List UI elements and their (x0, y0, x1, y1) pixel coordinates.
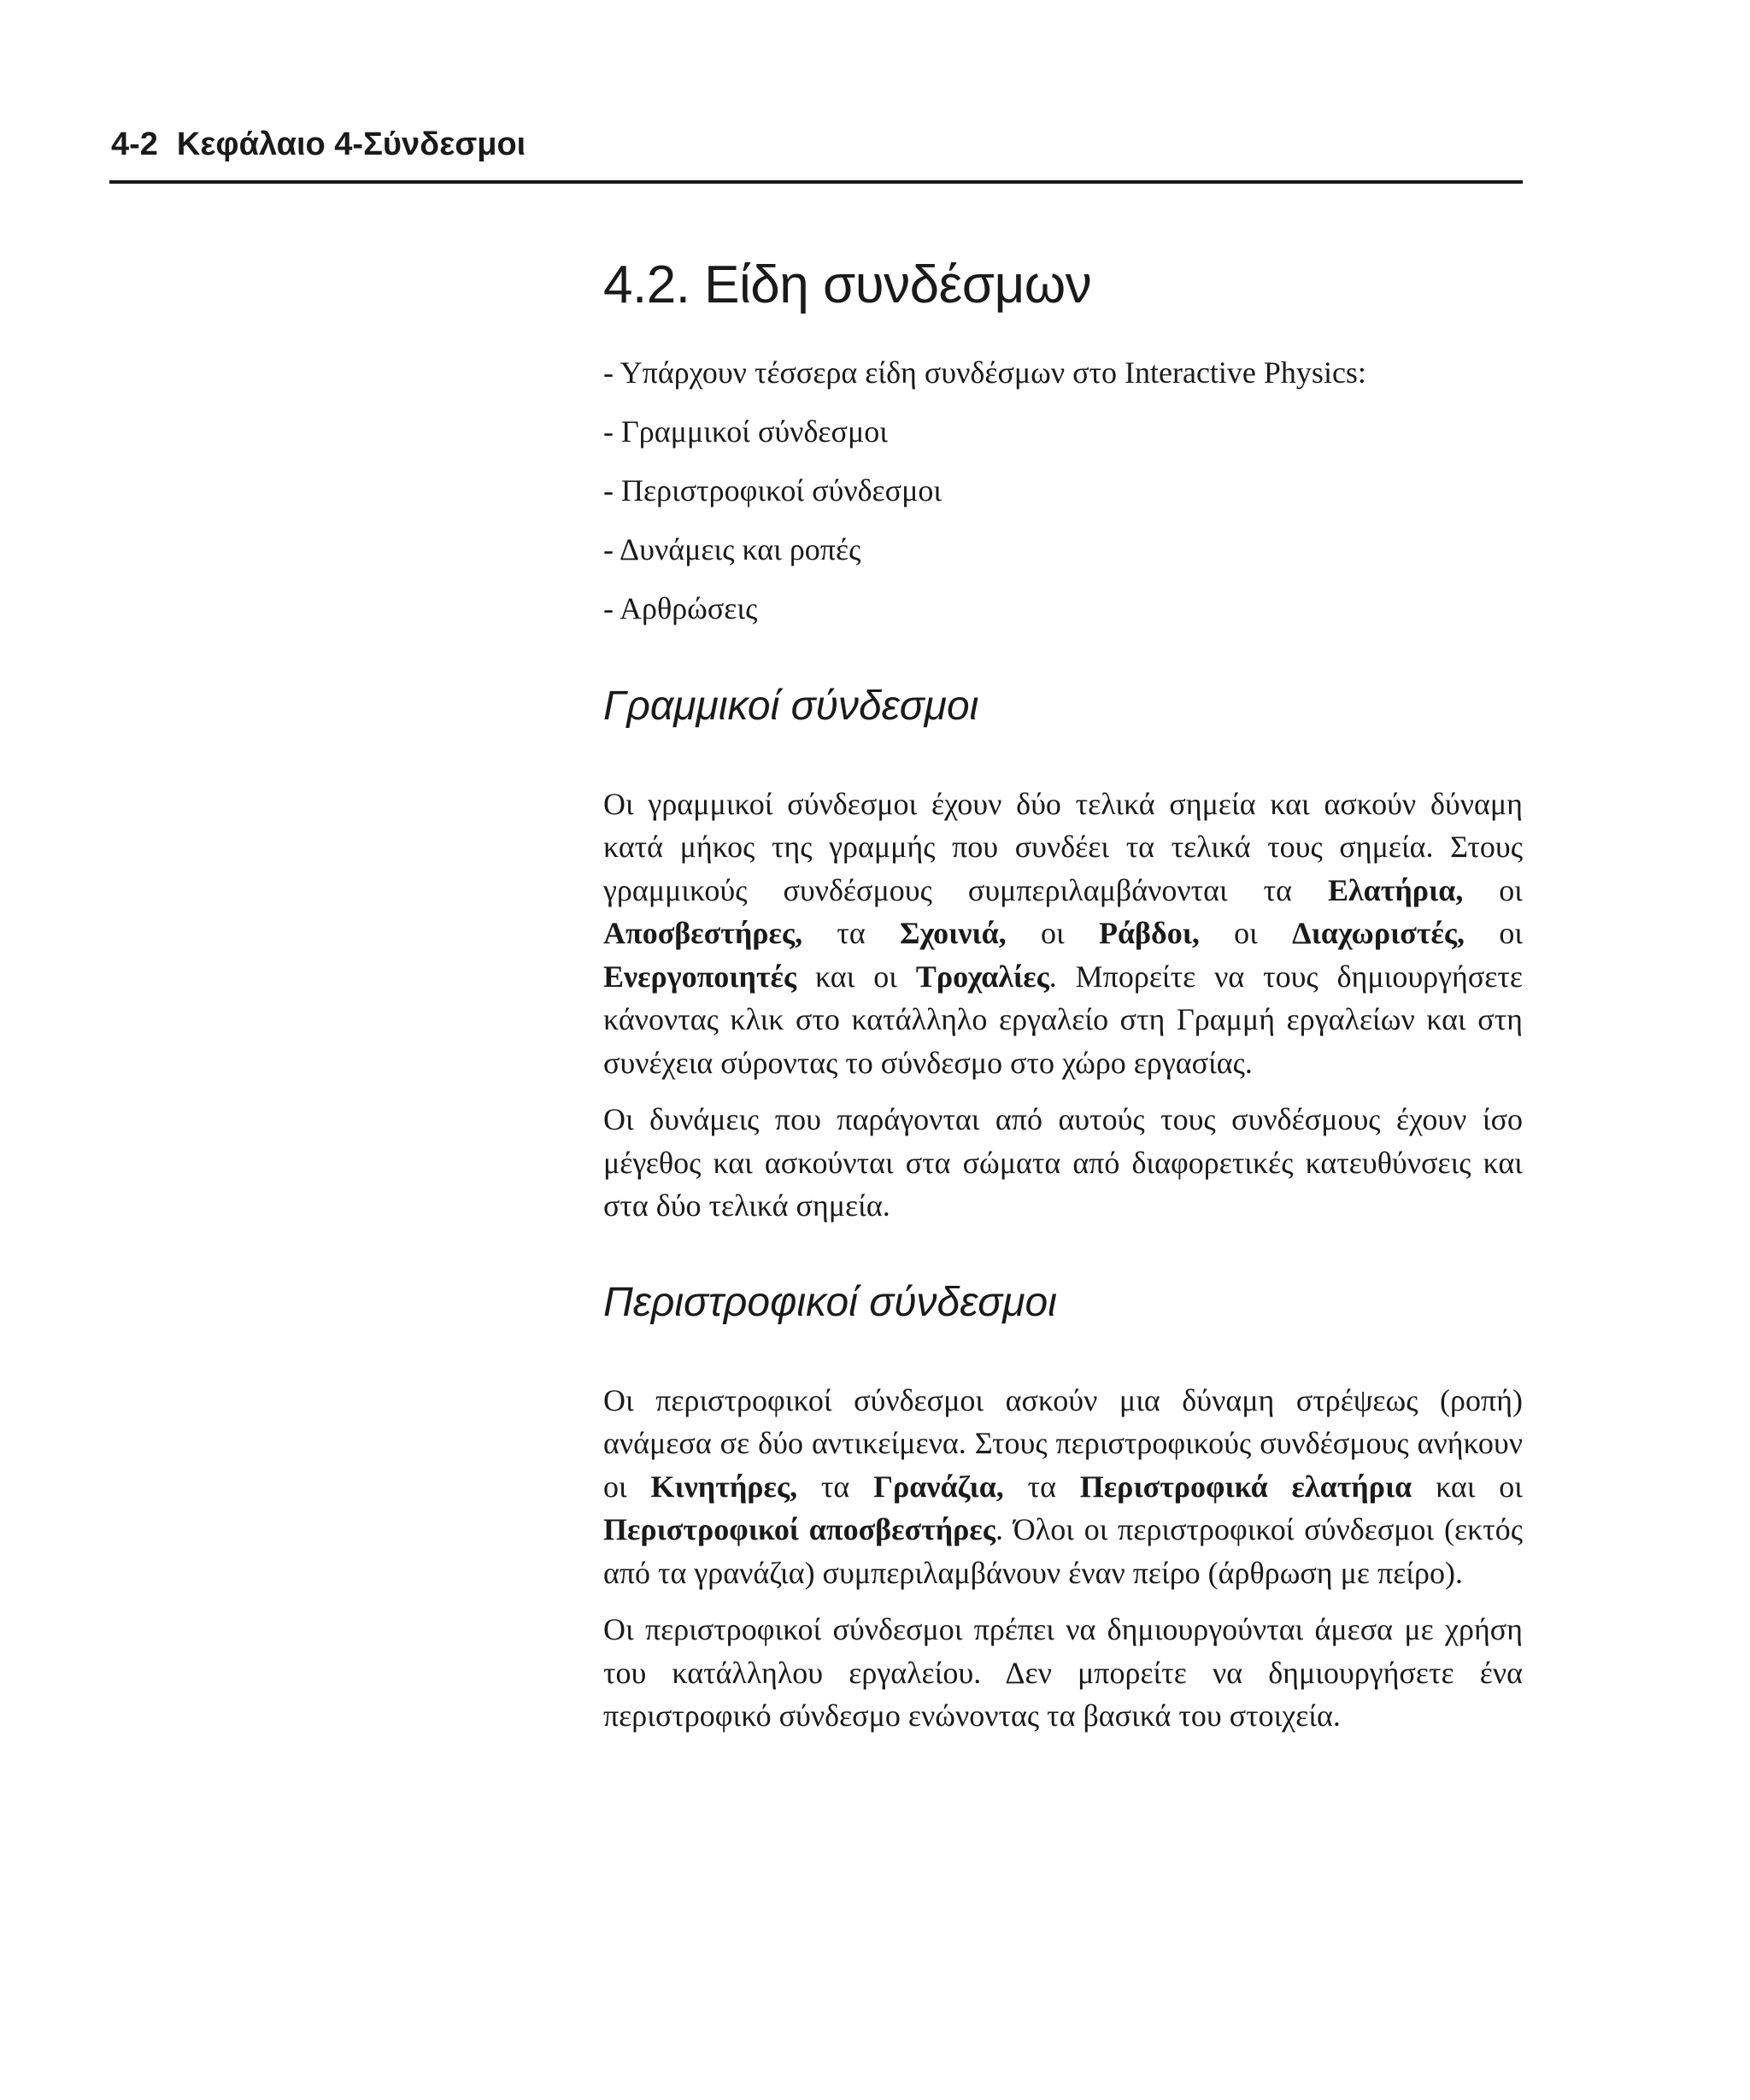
rotational-links-paragraph-2: Οι περιστροφικοί σύνδεσμοι πρέπει να δημιουργούνται άμεσα με χρήση του κατάλληλου εργαλείου. Δεν μπορείτε να δημιουργήσετε ένα περιστροφικό σύνδεσμο ενώνοντας τα βασικά του στοιχεία. (603, 1612, 1523, 1733)
rotational-links-paragraph-1: Οι περιστροφικοί σύνδεσμοι ασκούν μια δύναμη στρέψεως (ροπή) ανάμεσα σε δύο αντικείμενα. Στους περιστροφικούς συνδέσμους ανήκουν οι Κινητήρες, τα Γρανάζια, τα Περιστροφικά ελατήρια και οι Περιστροφικοί αποσβεστήρες. Όλοι οι περιστροφικοί σύνδεσμοι (εκτός από τα γρανάζια) συμπεριλαμβάνουν έναν πείρο (άρθρωση με πείρο). (603, 1382, 1523, 1590)
page-content (603, 256, 1523, 1751)
chapter-title: Κεφάλαιο 4-Σύνδεσμοι (176, 126, 526, 162)
linear-links-paragraph-1: Οι γραμμικοί σύνδεσμοι έχουν δύο τελικά σημεία και ασκούν δύναμη κατά μήκος της γραμμής που συνδέει τα τελικά τους σημεία. Στους γραμμικούς συνδέσμους συμπεριλαμβάνονται τα Ελατήρια, οι Αποσβεστήρες, τα Σχοινιά, οι Ράβδοι, οι Διαχωριστές, οι Ενεργοποιητές και οι Τροχαλίες. Μπορείτε να τους δημιουργήσετε κάνοντας κλικ στο κατάλληλο εργαλείο στη Γραμμή εργαλείων και στη συνέχεια σύροντας το σύνδεσμο στο χώρο εργασίας. (603, 786, 1524, 1080)
list-item: - Γραμμικοί σύνδεσμοι (603, 414, 888, 449)
list-item: - Περιστροφικοί σύνδεσμοι (603, 473, 943, 508)
page-number: 4-2 (111, 126, 158, 162)
list-item: - Υπάρχουν τέσσερα είδη συνδέσμων στο Interactive Physics: (603, 355, 1366, 390)
linear-links-paragraph-2: Οι δυνάμεις που παράγονται από αυτούς τους συνδέσμους έχουν ίσο μέγεθος και ασκούνται στα σώματα από διαφορετικές κατευθύνσεις και στα δύο τελικά σημεία. (603, 1102, 1523, 1223)
linear-links-heading: Γραμμικοί σύνδεσμοι (603, 683, 979, 730)
list-item: - Δυνάμεις και ροπές (603, 532, 861, 567)
running-head (111, 126, 526, 163)
link-types-list (603, 354, 1523, 628)
list-item: - Αρθρώσεις (603, 591, 758, 626)
rotational-links-heading: Περιστροφικοί σύνδεσμοι (603, 1279, 1057, 1325)
section-title: 4.2. Είδη συνδέσμων (603, 255, 1092, 314)
header-rule (109, 180, 1523, 184)
